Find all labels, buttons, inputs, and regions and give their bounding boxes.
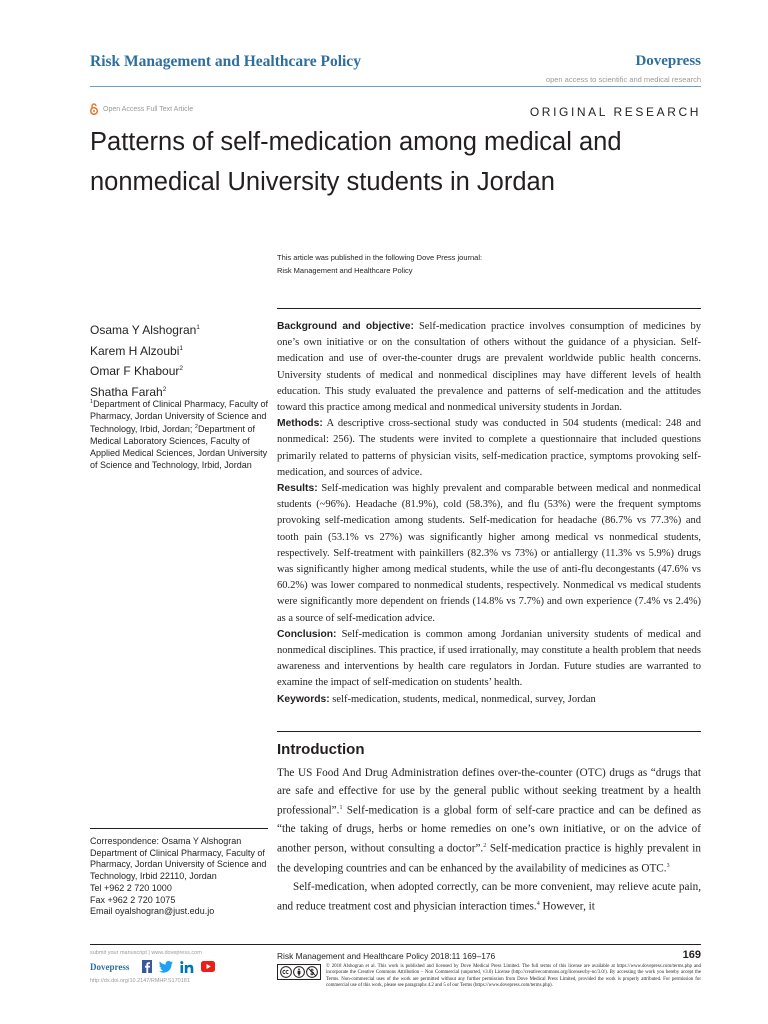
open-access-lock-icon [90, 103, 98, 115]
abstract-background: Background and objective: Self-medication practice involves consumption of medicines by one’s own initiative or on the consultation of others without the guidance of a physician. Self-medication and use of over-the-counter drugs are prevalent worldwide public health concerns. University students of medical and nonmedical disciplines may have different levels of health education. This study evaluated the prevalence and patterns of self-medication and the attitudes toward this practice among medical and nonmedical university students in Jordan. [277, 321, 701, 414]
introduction-paragraph: Self-medication, when adopted correctly, can be more convenient, may relieve acute pain, and reduce treatment cost and physician interaction times.$^4$ However, it [277, 880, 701, 914]
submit-manuscript-link[interactable]: submit your manuscript | www.dovepress.com [90, 950, 202, 956]
brand-name: Dovepress [635, 53, 701, 69]
correspondence-rule [90, 828, 268, 829]
doi-link[interactable]: http://dx.doi.org/10.2147/RMHP.S170181 [90, 978, 190, 984]
abstract-rule [277, 308, 701, 309]
correspondence-tel: Tel +962 2 720 1000 [90, 882, 172, 893]
open-access-label: Open Access Full Text Article [103, 105, 194, 113]
article-type: ORIGINAL RESEARCH [529, 105, 701, 119]
open-access-badge [90, 103, 193, 115]
abstract-methods: Methods: A descriptive cross-sectional study was conducted in 504 students (medical: 248 and nonmedical: 256). The students were invited to complete a questionnaire that included questions primarily related to patterns of physician visits, self-medication practice, symptoms provoking self-medication, and sources of advice. [277, 418, 702, 478]
abstract [277, 319, 701, 708]
page-number: 169 [682, 949, 701, 961]
license-text: © 2018 Alshogran et al. This work is published and licensed by Dove Medical Press Limited. The full terms of this license are available at https://www.dovepress.com/terms.php and incorporate the Creative Commons Attribution – Non Commercial (unported, v3.0) License (http://creativecommons.org/licenses/by-nc/3.0/). By accessing the work you hereby accept the Terms. Non-commercial uses of the work are permitted without any further permission from Dove Medical Press Limited, provided the work is properly attributed. For permission for commercial use of this work, please see paragraphs 4.2 and 5 of our Terms (https://www.dovepress.com/terms.php). [326, 964, 701, 988]
twitter-icon[interactable] [159, 961, 173, 973]
correspondence [90, 836, 270, 918]
brand-tagline: open access to scientific and medical research [545, 75, 701, 84]
introduction-body [277, 765, 701, 917]
creative-commons-badge[interactable] [277, 964, 321, 980]
abstract-results: Results: Self-medication was highly prevalent and comparable between medical and nonmedical students (~96%). Headache (81.9%), cold (58.3%), and flu (53%) were the frequent symptoms provoking self-medication among students. Self-medication for headache (86.7% vs 77.3%) and tooth pain (53.1% vs 27%) was significantly higher among medical vs nonmedical students, respectively. Self-treatment with painkillers (82.3% vs 73%) or antiallergy (11.3% vs 5.9%) drugs was significantly higher among medical students, while the use of anti-flu decongestants (47.6% vs 60.2%) was lower compared to nonmedical students, respectively. Nonmedical vs medical students were significantly more dependent on friends (14.8% vs 7.7%) and own experience (7.4% vs 2.4%) as a source of self-medication advice. [277, 483, 702, 624]
social-links [142, 960, 215, 973]
footer-rule [90, 944, 701, 945]
citation: Risk Management and Healthcare Policy 2018:11 169–176 [277, 951, 496, 961]
header-rule [90, 86, 701, 87]
publication-note-line: This article was published in the following Dove Press journal: [277, 253, 483, 262]
linkedin-icon[interactable] [180, 961, 194, 973]
correspondence-address: Department of Clinical Pharmacy, Faculty of Pharmacy, Jordan University of Science and Technology, Irbid 22110, Jordan [90, 847, 267, 882]
introduction-rule [277, 731, 701, 732]
youtube-icon[interactable] [201, 961, 215, 972]
correspondence-author: Correspondence: Osama Y Alshogran [90, 836, 242, 846]
article-title: Patterns of self-medication among medical and nonmedical University students in Jordan [90, 128, 622, 196]
introduction-paragraph: The US Food And Drug Administration defines over-the-counter (OTC) drugs as “drugs that are safe and effective for use by the general public without seeking treatment by a health professional”.$^1$ Self-medication is a global form of self-care practice and can be defined as “the taking of drugs, herbs or home remedies on one’s own initiative, or on the advice of another person, without consulting a doctor”.$^2$ Self-medication practice is highly prevalent in the developing countries and can be enhanced by the availability of medicines as OTC.$^3$ [277, 767, 701, 876]
author: Osama Y Alshogran$^1$ [90, 323, 200, 337]
author-list [90, 319, 200, 401]
journal-name: Risk Management and Healthcare Policy [90, 53, 361, 70]
publication-note-journal: Risk Management and Healthcare Policy [277, 265, 413, 275]
publication-note [277, 252, 482, 277]
correspondence-fax: Fax +962 2 720 1075 [90, 894, 176, 905]
facebook-icon[interactable] [142, 960, 152, 973]
introduction-heading: Introduction [277, 741, 365, 758]
affiliations: $^1$Department of Clinical Pharmacy, Faculty of Pharmacy, Jordan University of Science and Technology, Irbid, Jordan; $^2$Department of Medical Laboratory Sciences, Faculty of Applied Medical Sciences, Jordan University of Science and Technology, Irbid, Jordan [90, 399, 268, 470]
footer-brand: Dovepress [90, 962, 130, 972]
correspondence-email[interactable]: Email oyalshogran@just.edu.jo [90, 906, 215, 917]
author: Karem H Alzoubi$^1$ [90, 343, 183, 358]
author: Omar F Khabour$^2$ [90, 364, 183, 378]
abstract-conclusion: Conclusion: Self-medication is common among Jordanian university students of medical and nonmedical disciplines. This practice, if used irrationally, may constitute a health problem that needs awareness and interventions by health care regulators in Jordan. Future studies are warranted to examine the impact of self-medication on students’ health. [277, 628, 701, 689]
attribution-icon [293, 966, 305, 978]
cc-icon [280, 966, 292, 978]
abstract-keywords: Keywords: self-medication, students, medical, nonmedical, survey, Jordan [277, 693, 596, 705]
dovepress-brand [546, 53, 701, 84]
noncommercial-icon [306, 966, 318, 978]
author: Shatha Farah$^2$ [90, 384, 167, 399]
